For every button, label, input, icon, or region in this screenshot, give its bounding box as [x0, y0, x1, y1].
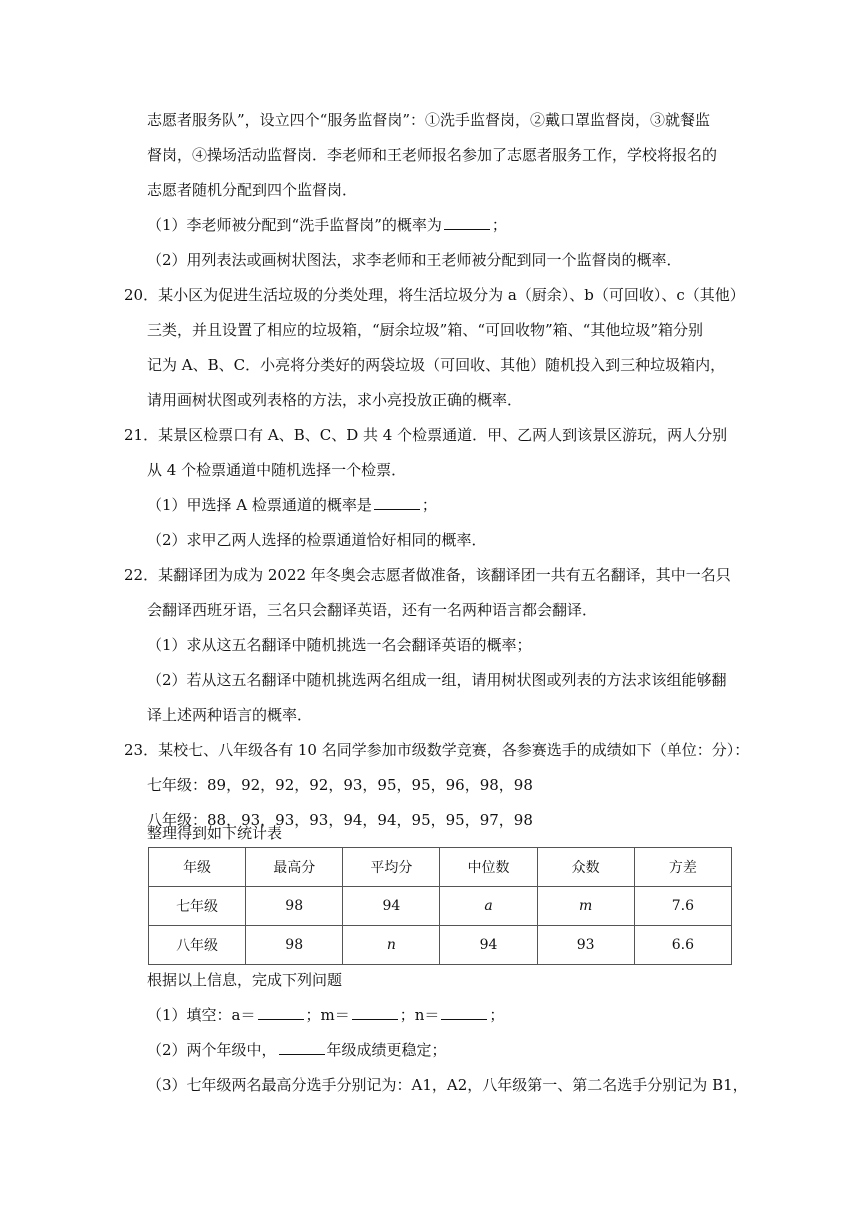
- table-header-cell: 最高分: [246, 848, 343, 887]
- table-cell: 98: [246, 887, 343, 926]
- q23-part-1-sep-1: ；m＝: [305, 1006, 350, 1024]
- table-row: [149, 926, 732, 965]
- q23-part-3: （3）七年级两名最高分选手分别记为：A1，A2，八年级第一、第二名选手分别记为 B1，: [147, 1076, 748, 1094]
- table-cell: a: [440, 887, 537, 926]
- table-cell: 6.6: [634, 926, 731, 965]
- q23-line-1: [124, 740, 749, 760]
- table-cell: 八年级: [149, 926, 246, 965]
- q19-part-1-suffix: ；: [491, 216, 507, 234]
- table-header-cell: 平均分: [343, 848, 440, 887]
- q22-part-2-line-1: （2）若从这五名翻译中随机挑选两名组成一组，请用树状图或列表的方法求该组能够翻: [147, 671, 727, 689]
- table-cell: 93: [537, 926, 634, 965]
- q23-part-2-suffix: 年级成绩更稳定；: [326, 1041, 447, 1059]
- table-header-row: [149, 848, 732, 887]
- q22-part-1: （1）求从这五名翻译中随机挑选一名会翻译英语的概率；: [147, 636, 532, 654]
- table-cell: 98: [246, 926, 343, 965]
- q21-part-1-prefix: （1）甲选择 A 检票通道的概率是: [147, 496, 372, 514]
- q21-part-1-suffix: ；: [421, 496, 437, 514]
- q23-grade7-scores: 七年级：89，92，92，92，93，95，95，96，98，98: [147, 776, 533, 794]
- q23-part-1: [147, 1005, 504, 1025]
- q22-line-1: [124, 565, 731, 585]
- statistics-table: [148, 847, 732, 965]
- q20-text-line-1: 某小区为促进生活垃圾的分类处理，将生活垃圾分为 a（厨余）、b（可回收）、c（其他）: [158, 286, 745, 304]
- q20-text-line-3: 记为 A、B、C．小亮将分类好的两袋垃圾（可回收、其他）随机投入到三种垃圾箱内，: [147, 356, 726, 374]
- q23-part-1-sep-2: ；n＝: [399, 1006, 440, 1024]
- q23-part-1-end: ；: [489, 1006, 505, 1024]
- q20-text-line-2: 三类，并且设置了相应的垃圾箱，“厨余垃圾”箱、“可回收物”箱、“其他垃圾”箱分别: [147, 321, 704, 339]
- q23-after-table: 根据以上信息，完成下列问题: [147, 971, 343, 989]
- table-header-cell: 中位数: [440, 848, 537, 887]
- table-cell: 7.6: [634, 887, 731, 926]
- q19-part-1-prefix: （1）李老师被分配到“洗手监督岗”的概率为: [147, 216, 442, 234]
- q23-part-2: [147, 1040, 447, 1060]
- q19-text-line-3: 志愿者随机分配到四个监督岗．: [147, 181, 358, 199]
- table-row: [149, 887, 732, 926]
- q23-grade8-scores: 八年级：88，93，93，93，94，94，95，95，97，98: [147, 811, 533, 829]
- table-header-cell: 年级: [149, 848, 246, 887]
- table-cell: 七年级: [149, 887, 246, 926]
- answer-blank: [352, 1005, 398, 1020]
- q23-text-line-1: 某校七、八年级各有 10 名同学参加市级数学竞赛，各参赛选手的成绩如下（单位：分）：: [158, 741, 750, 759]
- q21-part-2: （2）求甲乙两人选择的检票通道恰好相同的概率．: [147, 531, 487, 549]
- q19-part-1: [147, 215, 507, 235]
- table-cell: n: [343, 926, 440, 965]
- table-header-cell: 众数: [537, 848, 634, 887]
- q19-part-2: （2）用列表法或画树状图法，求李老师和王老师被分配到同一个监督岗的概率．: [147, 251, 682, 269]
- q23-table-caption: 整理得到如下统计表: [147, 824, 283, 842]
- answer-blank: [444, 215, 490, 230]
- answer-blank: [258, 1005, 304, 1020]
- q19-text-line-1: 志愿者服务队”，设立四个“服务监督岗”：①洗手监督岗，②戴口罩监督岗，③就餐监: [147, 111, 711, 129]
- q23-part-2-prefix: （2）两个年级中，: [147, 1041, 277, 1059]
- q19-text-line-2: 督岗，④操场活动监督岗．李老师和王老师报名参加了志愿者服务工作，学校将报名的: [147, 146, 718, 164]
- q21-part-1: [147, 495, 437, 515]
- q23-part-1-a: （1）填空：a＝: [147, 1006, 256, 1024]
- question-number: 20．: [124, 286, 159, 304]
- table-cell: 94: [343, 887, 440, 926]
- q22-text-line-1: 某翻译团为成为 2022 年冬奥会志愿者做准备，该翻译团一共有五名翻译，其中一名只: [158, 566, 731, 584]
- answer-blank: [279, 1040, 325, 1055]
- answer-blank: [441, 1005, 487, 1020]
- q22-part-2-line-2: 译上述两种语言的概率．: [147, 706, 313, 724]
- answer-blank: [374, 495, 420, 510]
- q21-line-1: [124, 425, 727, 445]
- q22-text-line-2: 会翻译西班牙语，三名只会翻译英语，还有一名两种语言都会翻译．: [147, 601, 598, 619]
- q21-text-line-1: 某景区检票口有 A、B、C、D 共 4 个检票通道．甲、乙两人到该景区游玩，两人分别: [158, 426, 728, 444]
- question-number: 22．: [124, 566, 159, 584]
- question-number: 23．: [124, 741, 159, 759]
- q20-text-line-4: 请用画树状图或列表格的方法，求小亮投放正确的概率．: [147, 391, 523, 409]
- table-cell: 94: [440, 926, 537, 965]
- table-header-cell: 方差: [634, 848, 731, 887]
- q20-line-1: [124, 285, 745, 305]
- question-number: 21．: [124, 426, 159, 444]
- q21-text-line-2: 从 4 个检票通道中随机选择一个检票．: [147, 461, 407, 479]
- table-cell: m: [537, 887, 634, 926]
